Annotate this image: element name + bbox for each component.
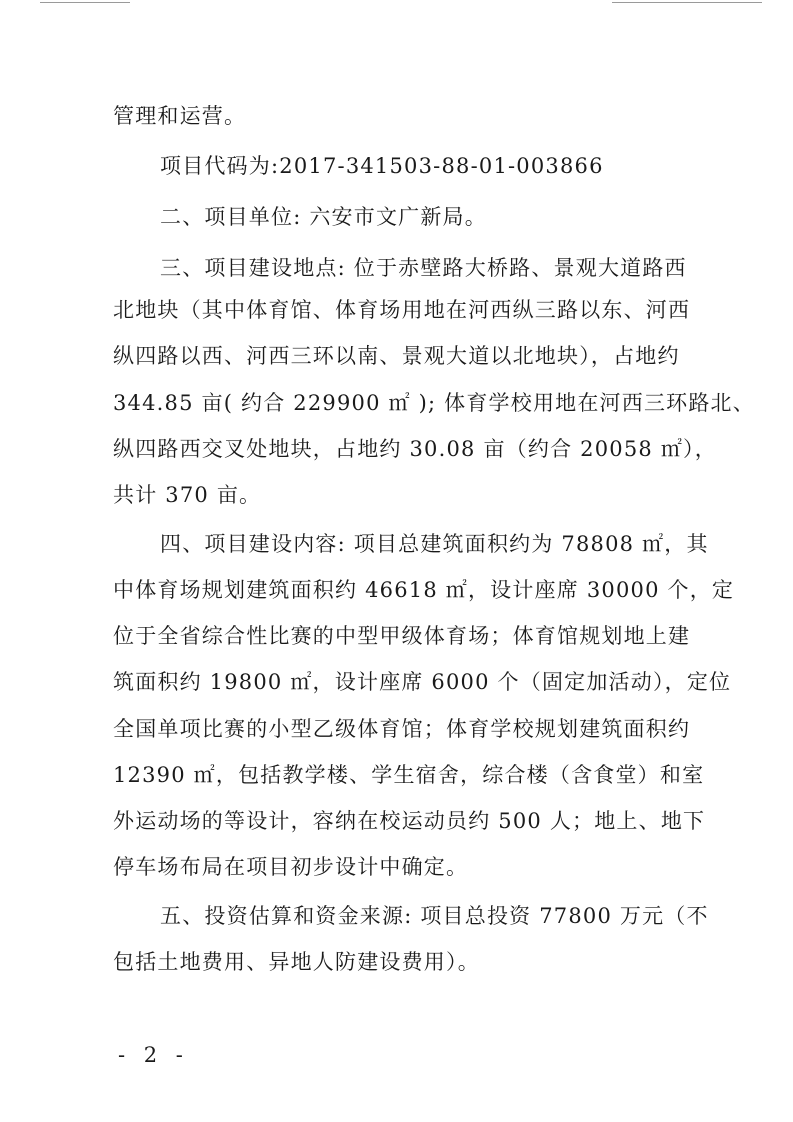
text-line-19: 包括土地费用、异地人防建设费用）。 <box>113 950 480 974</box>
text-line-15: 12390 ㎡，包括教学楼、学生宿舍，综合楼（含食堂）和室 <box>113 763 705 787</box>
text-line-11: 中体育场规划建筑面积约 46618 ㎡，设计座席 30000 个，定 <box>113 578 735 602</box>
text-line-6: 纵四路以西、河西三环以南、景观大道以北地块），占地约 <box>113 344 680 368</box>
text-line-8: 纵四路西交叉处地块，占地约 30.08 亩（约合 20058 ㎡）， <box>113 437 717 461</box>
text-line-16: 外运动场的等设计，容纳在校运动员约 500 人；地上、地下 <box>113 809 706 833</box>
text-line-1: 管理和运营。 <box>113 104 247 128</box>
text-line-14: 全国单项比赛的小型乙级体育馆；体育学校规划建筑面积约 <box>113 717 691 741</box>
project-unit-line: 二、项目单位: 六安市文广新局。 <box>160 205 487 229</box>
project-code-line: 项目代码为:2017-341503-88-01-003866 <box>160 154 604 178</box>
text-line-5: 北地块（其中体育馆、体育场用地在河西纵三路以东、河西 <box>113 298 691 322</box>
project-content-line: 四、项目建设内容: 项目总建筑面积约为 78808 ㎡，其 <box>160 532 709 556</box>
page-number: - 2 - <box>118 1043 189 1067</box>
text-line-12: 位于全省综合性比赛的中型甲级体育场；体育馆规划地上建 <box>113 624 691 648</box>
text-line-17: 停车场布局在项目初步设计中确定。 <box>113 855 469 879</box>
investment-line: 五、投资估算和资金来源: 项目总投资 77800 万元（不 <box>160 904 709 928</box>
text-line-7: 344.85 亩( 约合 229900 ㎡ ); 体育学校用地在河西三环路北、 <box>113 391 755 415</box>
project-location-line: 三、项目建设地点: 位于赤壁路大桥路、景观大道路西 <box>160 256 687 280</box>
text-line-9: 共计 370 亩。 <box>113 483 262 507</box>
text-line-13: 筑面积约 19800 ㎡，设计座席 6000 个（固定加活动），定位 <box>113 670 732 694</box>
